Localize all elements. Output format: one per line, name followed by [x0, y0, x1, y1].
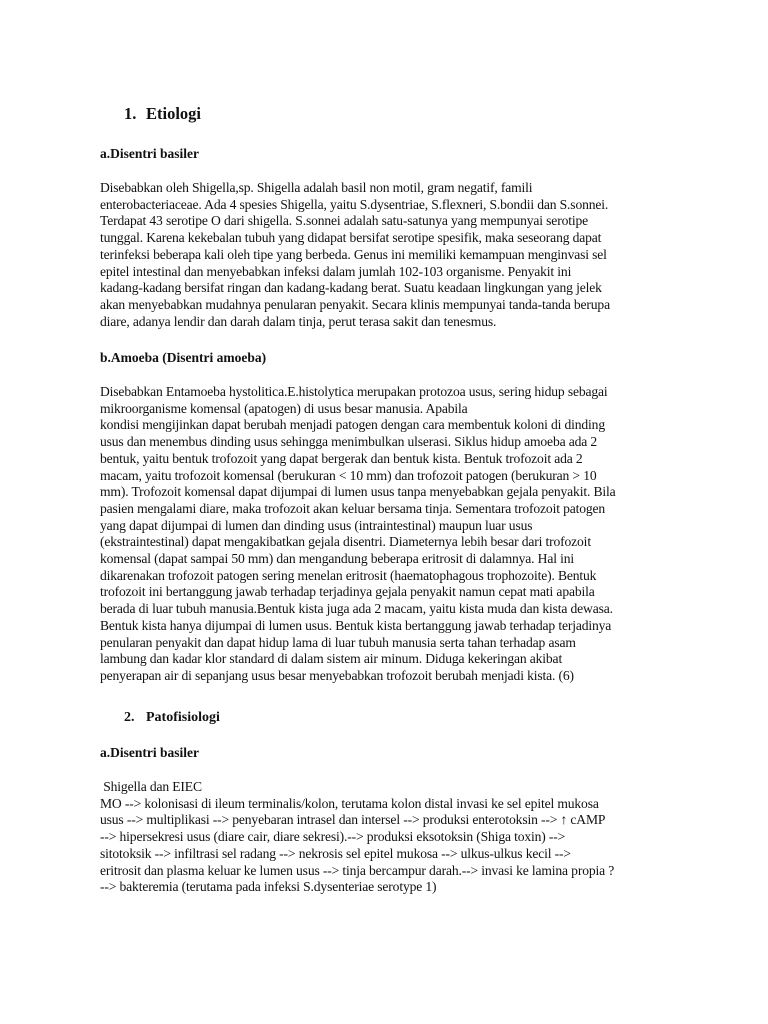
text-line: tunggal. Karena kekebalan tubuh yang didapat bersifat serotipe spesifik, maka seseorang dapat	[100, 230, 602, 246]
text-line: usus dan menembus dinding usus sehingga menimbulkan ulserasi. Siklus hidup amoeba ada 2	[100, 434, 598, 450]
text-line: --> hipersekresi usus (diare cair, diare sekresi).--> produksi eksotoksin (Shiga toxin) -->	[100, 829, 566, 845]
text-line: (ekstraintestinal) dapat mengakibatkan gejala disentri. Diameternya lebih besar dari trofozoit	[100, 534, 591, 550]
text-line: Shigella dan EIEC	[100, 779, 202, 794]
subsection-heading-amoeba: b.Amoeba (Disentri amoeba)	[100, 350, 267, 365]
text-line: bentuk, yaitu bentuk trofozoit yang dapat bergerak dan bentuk kista. Bentuk trofozoit ada 2	[100, 450, 583, 466]
text-line: penyerapan air di sepanjang usus besar menyebabkan trofozoit berubah menjadi kista. (6)	[100, 667, 574, 683]
text-line: kadang-kadang bersifat ringan dan kadang-kadang berat. Suatu keadaan lingkungan yang jelek	[100, 280, 602, 296]
text-line: yang dapat dijumpai di lumen dan dinding usus (intraintestinal) maupun luar usus	[100, 517, 533, 533]
paragraph-patofisiologi	[100, 779, 700, 896]
section-title: Patofisiologi	[146, 710, 220, 725]
subsection-heading-disentri-basiler: a.Disentri basiler	[100, 146, 199, 161]
text-line: usus --> multiplikasi --> penyebaran intrasel dan intersel --> produksi enterotoksin --> ↑ cAMP	[100, 812, 606, 828]
text-line: MO --> kolonisasi di ileum terminalis/kolon, terutama kolon distal invasi ke sel epitel mukosa	[100, 795, 599, 811]
text-line: sitotoksik --> infiltrasi sel radang --> nekrosis sel epitel mukosa --> ulkus-ulkus kecil -->	[100, 845, 571, 861]
text-line: mikroorganisme komensal (apatogen) di usus besar manusia. Apabila	[100, 400, 468, 416]
section-title: Etiologi	[146, 104, 202, 123]
text-line: berada di luar tubuh manusia.Bentuk kista juga ada 2 macam, yaitu kista muda dan kista dewasa.	[100, 601, 613, 617]
text-line: mm). Trofozoit komensal dapat dijumpai di lumen usus tanpa menyebabkan gejala penyakit. Bila	[100, 484, 616, 500]
subsection-heading-disentri-basiler-pato: a.Disentri basiler	[100, 745, 199, 760]
text-line: kondisi mengijinkan dapat berubah menjadi patogen dengan cara membentuk koloni di dinding	[100, 417, 605, 433]
text-line: epitel intestinal dan menyebabkan infeksi dalam jumlah 102-103 organisme. Penyakit ini	[100, 263, 572, 279]
paragraph-disentri-basiler	[100, 180, 700, 330]
text-line: Terdapat 43 serotipe O dari shigella. S.sonnei adalah satu-satunya yang mempunyai serotipe	[100, 213, 588, 229]
text-line: trofozoit ini bertanggung jawab terhadap terjadinya gejala penyakit namun cepat mati apabila	[100, 584, 595, 600]
text-line: komensal (dapat sampai 50 mm) dan mengandung beberapa eritrosit di dalamnya. Hal ini	[100, 551, 574, 567]
text-line: Disebabkan Entamoeba hystolitica.E.histolytica merupakan protozoa usus, sering hidup sebagai	[100, 384, 608, 399]
text-line: Bentuk kista hanya dijumpai di lumen usus. Bentuk kista bertanggung jawab terhadap terjadinya	[100, 617, 612, 633]
text-line: macam, yaitu trofozoit komensal (berukuran < 10 mm) dan trofozoit patogen (berukuran > 10	[100, 467, 597, 483]
text-line: penularan penyakit dan dapat hidup lama di luar tubuh manusia serta tahan terhadap asam	[100, 634, 576, 650]
text-line: terinfeksi beberapa kali oleh tipe yang berbeda. Genus ini memiliki kemampuan menginvasi sel	[100, 246, 607, 262]
text-line: --> bakteremia (terutama pada infeksi S.dysenteriae serotype 1)	[100, 879, 437, 895]
text-line: dikarenakan trofozoit patogen sering menelan eritrosit (haematophagous trophozoite). Bentuk	[100, 567, 597, 583]
text-line: eritrosit dan plasma keluar ke lumen usus --> tinja bercampur darah.--> invasi ke lamina propia ?	[100, 862, 615, 878]
text-line: pasien mengalami diare, maka trofozoit akan keluar bersama tinja. Sementara trofozoit patogen	[100, 500, 606, 516]
paragraph-amoeba	[100, 384, 700, 685]
text-line: enterobacteriaceae. Ada 4 spesies Shigella, yaitu S.dysentriae, S.flexneri, S.bondii dan S.sonnei.	[100, 196, 609, 212]
section-number: 2.	[124, 710, 135, 725]
section-number: 1.	[124, 104, 137, 123]
text-line: akan menyebabkan mudahnya penularan penyakit. Secara klinis mempunyai tanda-tanda berupa	[100, 296, 610, 312]
text-line: diare, adanya lendir dan darah dalam tinja, perut terasa sakit dan tenesmus.	[100, 313, 497, 329]
section-heading-patofisiologi	[124, 710, 220, 726]
section-heading-etiologi	[124, 104, 201, 124]
text-line: lambung dan kadar klor standard di dalam sistem air minum. Diduga kekeringan akibat	[100, 651, 563, 667]
text-line: Disebabkan oleh Shigella,sp. Shigella adalah basil non motil, gram negatif, famili	[100, 180, 533, 195]
